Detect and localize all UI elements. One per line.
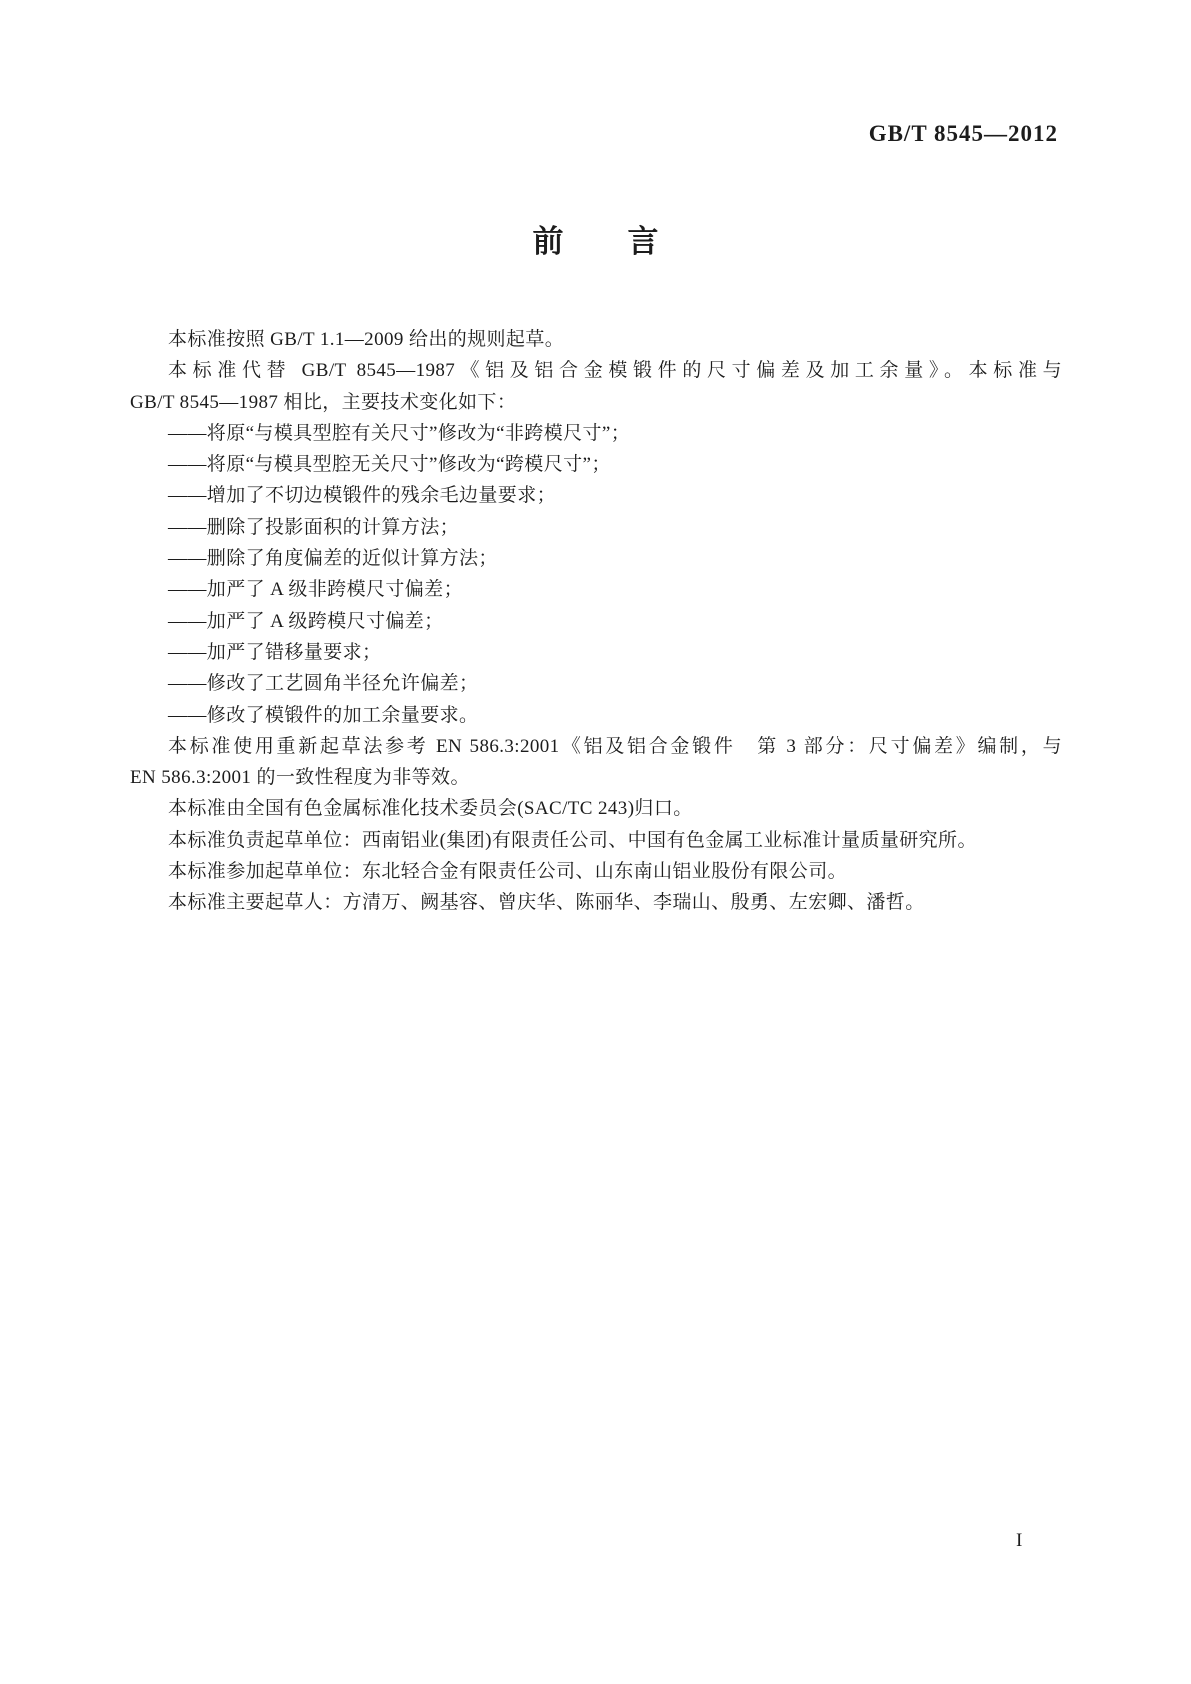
paragraph-drafters: 本标准主要起草人：方清万、阙基容、曾庆华、陈丽华、李瑞山、殷勇、左宏卿、潘哲。 xyxy=(168,892,925,914)
paragraph-drafting-rule: 本标准按照 GB/T 1.1—2009 给出的规则起草。 xyxy=(168,329,565,350)
changes-list xyxy=(130,418,1062,731)
change-item: ——加严了 A 级非跨模尺寸偏差； xyxy=(168,579,463,601)
change-item: ——将原“与模具型腔有关尺寸”修改为“非跨模尺寸”； xyxy=(168,422,631,444)
foreword-title xyxy=(0,225,1191,259)
paragraph-reference-line-2: EN 586.3:2001 的一致性程度为非等效。 xyxy=(130,767,470,789)
paragraph-replacement-line-2: GB/T 8545—1987 相比，主要技术变化如下： xyxy=(130,391,517,413)
change-item: ——删除了角度偏差的近似计算方法； xyxy=(168,548,498,570)
change-item: ——加严了错移量要求； xyxy=(168,641,382,663)
paragraph-participating-units: 本标准参加起草单位：东北轻合金有限责任公司、山东南山铝业股份有限公司。 xyxy=(168,861,848,883)
change-item: ——修改了工艺圆角半径允许偏差； xyxy=(168,673,479,695)
change-item: ——增加了不切边模锻件的残余毛边量要求； xyxy=(168,485,557,507)
paragraph-responsible-units: 本标准负责起草单位：西南铝业(集团)有限责任公司、中国有色金属工业标准计量质量研究所。 xyxy=(168,829,977,851)
paragraph-replacement-line-1: 本标准代替 GB/T 8545—1987《铝及铝合金模锻件的尺寸偏差及加工余量》。本标准与 xyxy=(168,360,1062,382)
change-item: ——修改了模锻件的加工余量要求。 xyxy=(168,704,479,726)
change-item: ——删除了投影面积的计算方法； xyxy=(168,516,460,538)
foreword-title-char-1: 前 xyxy=(532,224,564,259)
change-item: ——将原“与模具型腔无关尺寸”修改为“跨模尺寸”； xyxy=(168,454,611,476)
paragraph-reference-line-1: 本标准使用重新起草法参考 EN 586.3:2001《铝及铝合金锻件 第 3 部分：尺寸偏差》编制，与 xyxy=(168,735,1062,757)
foreword-title-char-2: 言 xyxy=(627,224,659,259)
standard-doc-number: GB/T 8545—2012 xyxy=(868,121,1058,146)
paragraph-committee: 本标准由全国有色金属标准化技术委员会(SAC/TC 243)归口。 xyxy=(168,798,693,820)
foreword-body xyxy=(130,324,1062,919)
change-item: ——加严了 A 级跨模尺寸偏差； xyxy=(168,610,444,632)
page-number: I xyxy=(1016,1530,1023,1551)
